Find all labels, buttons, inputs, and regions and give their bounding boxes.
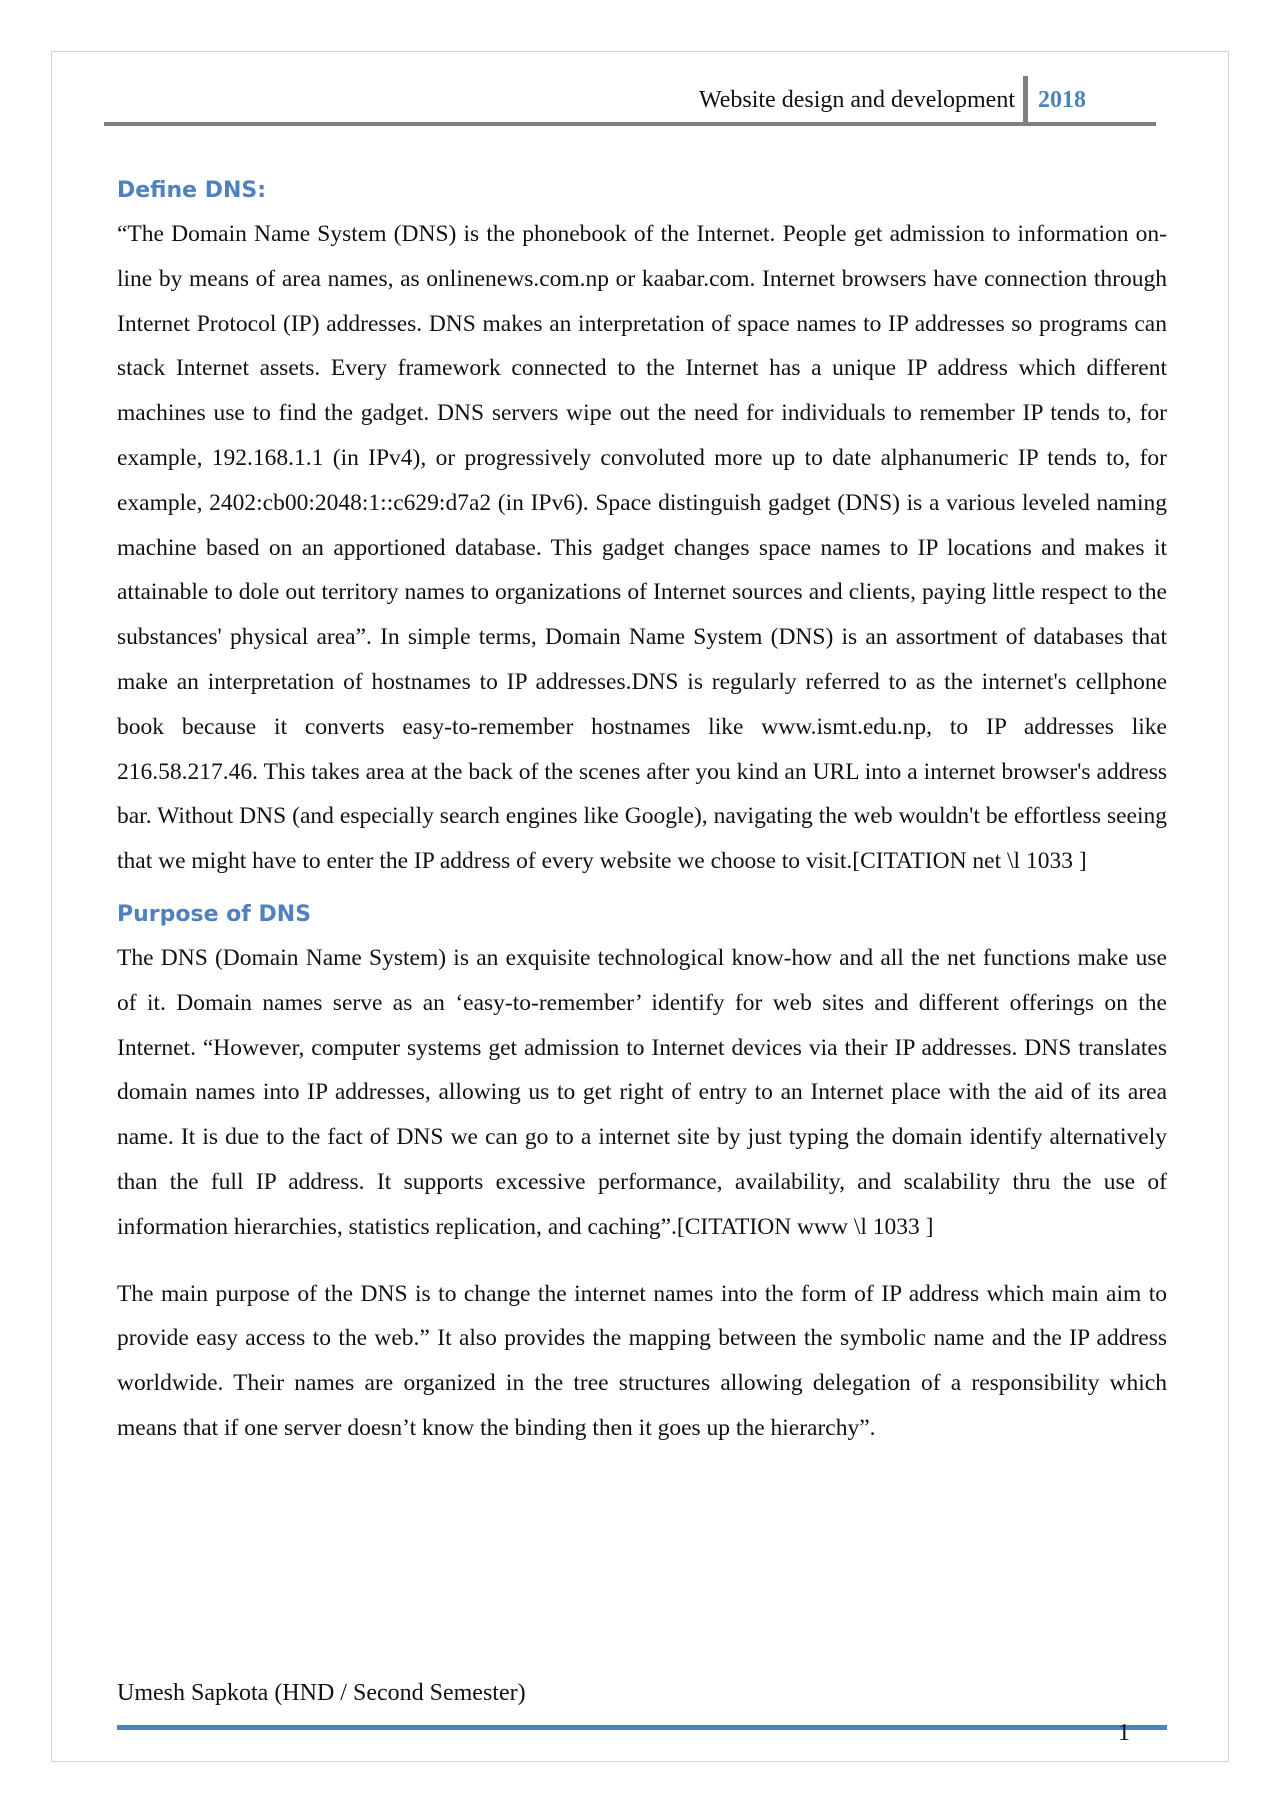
header-title: Website design and development xyxy=(699,87,1015,113)
document-body xyxy=(117,176,1167,1451)
page-number: 1 xyxy=(1118,1720,1130,1746)
paragraph-purpose-of-dns-2: The main purpose of the DNS is to change the internet names into the form of IP address which main aim to provide easy access to the web.” It also provides the mapping between the symbolic name and the IP address worldwide. Their names are organized in the tree structures allowing delegation of a responsibility which means that if one server doesn’t know the binding then it goes up the hierarchy”. xyxy=(117,1280,1167,1441)
paragraph-purpose-of-dns-1: The DNS (Domain Name System) is an exquisite technological know-how and all the net functions make use of it. Domain names serve as an ‘easy-to-remember’ identify for web sites and different offerings on the Internet. “However, computer systems get admission to Internet devices via their IP addresses. DNS translates domain names into IP addresses, allowing us to get right of entry to an Internet place with the aid of its area name. It is due to the fact of DNS we can go to a internet site by just typing the domain identify alternatively than the full IP address. It supports excessive performance, availability, and scalability thru the use of information hierarchies, statistics replication, and caching”.[CITATION www \l 1033 ] xyxy=(117,944,1167,1240)
section-heading-define-dns: Define DNS: xyxy=(117,178,267,203)
paragraph-define-dns: “The Domain Name System (DNS) is the phonebook of the Internet. People get admission to information on-line by means of area names, as onlinenews.com.np or kaabar.com. Internet browsers have connection through Internet Protocol (IP) addresses. DNS makes an interpretation of space names to IP addresses so programs can stack Internet assets. Every framework connected to the Internet has a unique IP address which different machines use to find the gadget. DNS servers wipe out the need for individuals to remember IP tends to, for example, 192.168.1.1 (in IPv4), or progressively convoluted more up to date alphanumeric IP tends to, for example, 2402:cb00:2048:1::c629:d7a2 (in IPv6). Space distinguish gadget (DNS) is a various leveled naming machine based on an apportioned database. This gadget changes space names to IP locations and makes it attainable to dole out territory names to organizations of Internet sources and clients, paying little respect to the substances' physical area”. In simple terms, Domain Name System (DNS) is an assortment of databases that make an interpretation of hostnames to IP addresses.DNS is regularly referred to as the internet's cellphone book because it converts easy-to-remember hostnames like www.ismt.edu.np, to IP addresses like 216.58.217.46. This takes area at the back of the scenes after you kind an URL into a internet browser's address bar. Without DNS (and especially search engines like Google), navigating the web wouldn't be effortless seeing that we might have to enter the IP address of every website we choose to visit.[CITATION net \l 1033 ] xyxy=(117,221,1167,875)
page-header xyxy=(104,76,1156,128)
header-year: 2018 xyxy=(1038,87,1086,113)
header-separator xyxy=(1023,76,1028,125)
section-heading-purpose-of-dns: Purpose of DNS xyxy=(117,901,312,927)
footer-author: Umesh Sapkota (HND / Second Semester) xyxy=(117,1680,526,1706)
footer-rule xyxy=(117,1725,1167,1730)
header-rule xyxy=(104,122,1156,126)
